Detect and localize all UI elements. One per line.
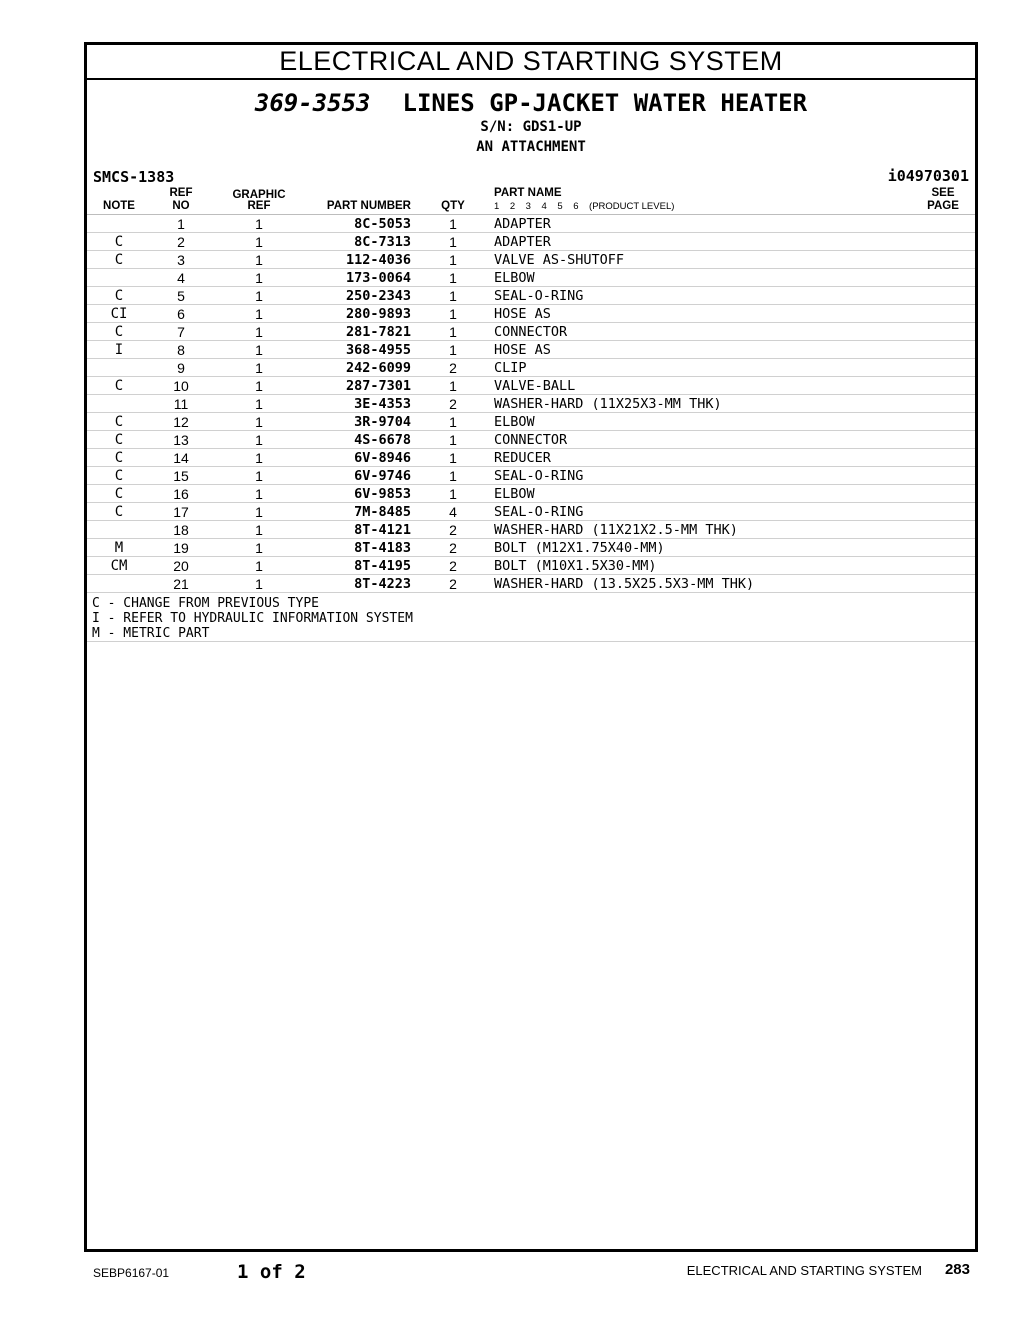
graphic-ref-cell: 1 (255, 558, 263, 574)
note-line: M - METRIC PART (92, 626, 210, 641)
part-name-cell: WASHER-HARD (11X25X3-MM THK) (494, 396, 722, 412)
ref-no-cell: 11 (173, 396, 189, 412)
note-cell: CI (110, 306, 128, 322)
part-number-cell: 173-0064 (345, 270, 411, 286)
footer-section: ELECTRICAL AND STARTING SYSTEM (686, 1263, 922, 1278)
graphic-ref-cell: 1 (255, 342, 263, 358)
part-number-cell: 368-4955 (345, 342, 411, 358)
ref-no-cell: 7 (177, 324, 185, 340)
qty-cell: 1 (449, 288, 457, 304)
ref-no-cell: 10 (173, 378, 189, 394)
group-number: 369-3553 (254, 89, 371, 117)
qty-cell: 2 (449, 522, 457, 538)
note-cell: C (114, 288, 124, 304)
note-cell: C (114, 486, 124, 502)
note-cell: C (114, 432, 124, 448)
ref-no-cell: 5 (177, 288, 185, 304)
section-title: ELECTRICAL AND STARTING SYSTEM (87, 45, 975, 80)
graphic-ref-cell: 1 (255, 396, 263, 412)
column-headers (87, 186, 975, 215)
graphic-ref-cell: 1 (255, 216, 263, 232)
part-number-cell: 8T-4121 (354, 522, 411, 538)
qty-cell: 2 (449, 540, 457, 556)
table-row (87, 413, 975, 431)
part-name-cell: ADAPTER (494, 234, 551, 250)
table-row (87, 485, 975, 503)
ref-no-cell: 14 (173, 450, 189, 466)
note-cell: C (114, 414, 124, 430)
footer-page-number: 283 (944, 1261, 970, 1278)
part-number-cell: 6V-8946 (354, 450, 411, 466)
ref-no-cell: 9 (177, 360, 185, 376)
part-name-cell: VALVE-BALL (494, 378, 576, 394)
ref-no-cell: 20 (173, 558, 189, 574)
part-number-cell: 280-9893 (345, 306, 411, 322)
note-cell: M (114, 540, 124, 556)
smcs-code: SMCS-1383 (93, 168, 175, 186)
qty-cell: 1 (449, 414, 457, 430)
qty-cell: 2 (449, 396, 457, 412)
note-cell: C (114, 450, 124, 466)
qty-cell: 1 (449, 270, 457, 286)
part-name-cell: WASHER-HARD (11X21X2.5-MM THK) (494, 522, 738, 538)
col-note: NOTE (103, 200, 135, 212)
table-row (87, 215, 975, 233)
col-see-top: SEE (931, 187, 955, 199)
part-name-cell: BOLT (M10X1.5X30-MM) (494, 558, 657, 574)
ref-no-cell: 4 (177, 270, 185, 286)
note-cell: CM (110, 558, 128, 574)
part-name-cell: HOSE AS (494, 342, 551, 358)
serial-range: S/N: GDS1-UP (480, 119, 582, 135)
table-row (87, 557, 975, 575)
part-number-cell: 287-7301 (345, 378, 411, 394)
table-row (87, 521, 975, 539)
table-row (87, 575, 975, 593)
qty-cell: 4 (449, 504, 457, 520)
part-name-cell: SEAL-O-RING (494, 468, 584, 484)
table-row (87, 377, 975, 395)
part-number-cell: 281-7821 (345, 324, 411, 340)
table-row (87, 323, 975, 341)
graphic-ref-cell: 1 (255, 522, 263, 538)
ref-no-cell: 21 (173, 576, 189, 592)
col-part-number: PART NUMBER (326, 200, 411, 212)
parts-table (87, 215, 975, 593)
part-number-cell: 8T-4183 (354, 540, 411, 556)
part-number-cell: 6V-9746 (354, 468, 411, 484)
ref-no-cell: 19 (173, 540, 189, 556)
qty-cell: 1 (449, 252, 457, 268)
graphic-ref-cell: 1 (255, 270, 263, 286)
note-cell: C (114, 252, 124, 268)
group-name: LINES GP-JACKET WATER HEATER (402, 89, 808, 117)
notes-legend (87, 593, 975, 642)
part-name-cell: CLIP (494, 360, 527, 376)
ref-no-cell: 12 (173, 414, 189, 430)
qty-cell: 1 (449, 486, 457, 502)
part-name-cell: SEAL-O-RING (494, 288, 584, 304)
graphic-ref-cell: 1 (255, 486, 263, 502)
attachment-label: AN ATTACHMENT (476, 139, 586, 155)
table-row (87, 251, 975, 269)
note-line: I - REFER TO HYDRAULIC INFORMATION SYSTEM (92, 611, 413, 626)
table-row (87, 269, 975, 287)
col-qty: QTY (441, 200, 465, 212)
table-row (87, 359, 975, 377)
table-row (87, 305, 975, 323)
part-name-cell: VALVE AS-SHUTOFF (494, 252, 625, 268)
graphic-ref-cell: 1 (255, 504, 263, 520)
ref-no-cell: 13 (173, 432, 189, 448)
qty-cell: 2 (449, 576, 457, 592)
part-name-cell: CONNECTOR (494, 432, 568, 448)
qty-cell: 2 (449, 360, 457, 376)
qty-cell: 2 (449, 558, 457, 574)
qty-cell: 1 (449, 468, 457, 484)
ref-no-cell: 3 (177, 252, 185, 268)
table-row (87, 539, 975, 557)
part-number-cell: 8T-4195 (354, 558, 411, 574)
qty-cell: 1 (449, 324, 457, 340)
graphic-ref-cell: 1 (255, 468, 263, 484)
part-name-cell: ELBOW (494, 486, 535, 502)
qty-cell: 1 (449, 306, 457, 322)
col-product-level: 1 2 3 4 5 6 (PRODUCT LEVEL) (494, 201, 675, 212)
ref-no-cell: 17 (173, 504, 189, 520)
part-number-cell: 8T-4223 (354, 576, 411, 592)
smcs-row (87, 166, 975, 186)
qty-cell: 1 (449, 432, 457, 448)
col-gref-top: GRAPHIC (232, 189, 286, 201)
footer-doc-id: SEBP6167-01 (93, 1266, 170, 1280)
ref-no-cell: 16 (173, 486, 189, 502)
part-name-cell: HOSE AS (494, 306, 551, 322)
graphic-ref-cell: 1 (255, 324, 263, 340)
part-name-cell: REDUCER (494, 450, 551, 466)
table-row (87, 395, 975, 413)
table-row (87, 341, 975, 359)
note-cell: C (114, 504, 124, 520)
graphic-ref-cell: 1 (255, 306, 263, 322)
col-part-name: PART NAME (494, 187, 562, 199)
qty-cell: 1 (449, 234, 457, 250)
part-number-cell: 3R-9704 (354, 414, 411, 430)
table-row (87, 449, 975, 467)
graphic-ref-cell: 1 (255, 378, 263, 394)
qty-cell: 1 (449, 216, 457, 232)
table-row (87, 287, 975, 305)
part-name-cell: SEAL-O-RING (494, 504, 584, 520)
graphic-ref-cell: 1 (255, 432, 263, 448)
table-row (87, 503, 975, 521)
col-gref-bottom: REF (247, 200, 271, 212)
part-number-cell: 112-4036 (345, 252, 411, 268)
illustration-id: i04970301 (887, 167, 969, 185)
graphic-ref-cell: 1 (255, 540, 263, 556)
col-ref-top: REF (169, 187, 193, 199)
part-name-cell: ADAPTER (494, 216, 551, 232)
note-cell: C (114, 468, 124, 484)
ref-no-cell: 6 (177, 306, 185, 322)
col-see-bottom: PAGE (927, 200, 959, 212)
table-row (87, 431, 975, 449)
qty-cell: 1 (449, 450, 457, 466)
qty-cell: 1 (449, 342, 457, 358)
ref-no-cell: 18 (173, 522, 189, 538)
ref-no-cell: 8 (177, 342, 185, 358)
qty-cell: 1 (449, 378, 457, 394)
part-number-cell: 3E-4353 (354, 396, 411, 412)
note-cell: C (114, 378, 124, 394)
part-name-cell: WASHER-HARD (13.5X25.5X3-MM THK) (494, 576, 755, 592)
note-cell: C (114, 234, 124, 250)
graphic-ref-cell: 1 (255, 360, 263, 376)
table-row (87, 467, 975, 485)
graphic-ref-cell: 1 (255, 234, 263, 250)
note-cell: I (114, 342, 124, 358)
graphic-ref-cell: 1 (255, 576, 263, 592)
graphic-ref-cell: 1 (255, 252, 263, 268)
ref-no-cell: 15 (173, 468, 189, 484)
part-name-cell: BOLT (M12X1.75X40-MM) (494, 540, 665, 556)
part-number-cell: 6V-9853 (354, 486, 411, 502)
ref-no-cell: 1 (177, 216, 185, 232)
table-row (87, 233, 975, 251)
part-number-cell: 250-2343 (345, 288, 411, 304)
graphic-ref-cell: 1 (255, 288, 263, 304)
part-name-cell: ELBOW (494, 414, 535, 430)
note-line: C - CHANGE FROM PREVIOUS TYPE (92, 596, 319, 611)
graphic-ref-cell: 1 (255, 414, 263, 430)
part-number-cell: 8C-5053 (354, 216, 411, 232)
part-number-cell: 8C-7313 (354, 234, 411, 250)
page-frame (84, 42, 978, 1252)
graphic-ref-cell: 1 (255, 450, 263, 466)
col-ref-bottom: NO (172, 200, 190, 212)
part-number-cell: 242-6099 (345, 360, 411, 376)
footer-page-of: 1 of 2 (237, 1261, 306, 1283)
part-number-cell: 4S-6678 (354, 432, 411, 448)
ref-no-cell: 2 (177, 234, 185, 250)
group-title (87, 89, 975, 117)
note-cell: C (114, 324, 124, 340)
part-name-cell: CONNECTOR (494, 324, 568, 340)
part-name-cell: ELBOW (494, 270, 535, 286)
part-number-cell: 7M-8485 (354, 504, 411, 520)
